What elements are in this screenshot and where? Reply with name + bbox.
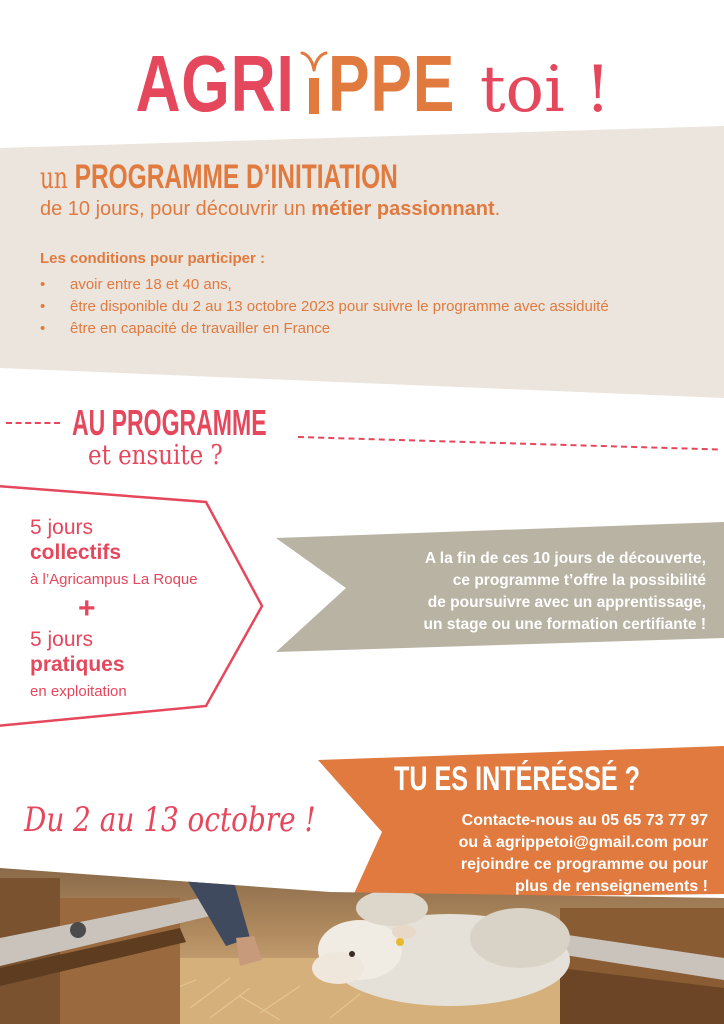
plus-sign: + — [78, 592, 96, 625]
next-steps-line: un stage ou une formation certifiante ! — [423, 616, 706, 633]
poster-title — [0, 38, 724, 130]
program-sub-suffix: . — [494, 198, 501, 220]
conditions-title: Les conditions pour participer : — [40, 250, 266, 267]
dashed-divider-left — [6, 422, 60, 424]
title-toi: toi ! — [479, 53, 611, 127]
condition-item: • être en capacité de travailler en France — [40, 318, 660, 340]
next-steps-line: ce programme t’offre la possibilité — [452, 572, 706, 589]
contact-line: Contacte-nous au 05 65 73 77 97 — [461, 812, 708, 829]
program-un: un — [40, 161, 68, 196]
next-steps-text — [310, 548, 706, 636]
contact-line: plus de renseignements ! — [515, 878, 708, 895]
contact-line: ou à agrippetoi@gmail.com pour — [458, 834, 708, 851]
condition-item: • avoir entre 18 et 40 ans, — [40, 274, 660, 296]
dashed-divider-right — [298, 436, 718, 450]
condition-item: • être disponible du 2 au 13 octobre 2023 pour suivre le programme avec assiduité — [40, 296, 660, 318]
next-steps-line: de poursuivre avec un apprentissage, — [427, 594, 706, 611]
schedule-block-collective — [30, 516, 198, 590]
block2-place: en exploitation — [30, 683, 127, 700]
contact-heading: TU ES INTÉRÉSSÉ ? — [394, 760, 641, 798]
contact-text — [360, 810, 708, 898]
title-ppe: PPE — [328, 39, 456, 128]
block1-days: 5 jours — [30, 516, 94, 539]
section-subheading: et ensuite ? — [88, 440, 223, 471]
block2-type: pratiques — [30, 653, 125, 676]
schedule-block-practical — [30, 628, 127, 702]
block1-place: à l’Agricampus La Roque — [30, 571, 198, 588]
date-callout: Du 2 au 13 octobre ! — [24, 800, 316, 840]
program-subline — [40, 198, 500, 221]
block2-days: 5 jours — [30, 628, 94, 651]
section-heading: AU PROGRAMME — [72, 402, 267, 443]
program-sub-prefix: de 10 jours, pour découvrir un — [40, 198, 312, 220]
title-agri: AGRI — [135, 39, 295, 128]
block1-type: collectifs — [30, 541, 122, 564]
next-steps-line: A la fin de ces 10 jours de découverte, — [424, 550, 706, 567]
conditions-list — [40, 274, 660, 340]
program-headline — [40, 158, 398, 197]
contact-line: rejoindre ce programme ou pour — [460, 856, 708, 873]
sprout-icon — [300, 44, 328, 124]
program-headline-text: PROGRAMME D’INITIATION — [74, 158, 398, 196]
program-sub-bold: métier passionnant — [311, 198, 495, 220]
